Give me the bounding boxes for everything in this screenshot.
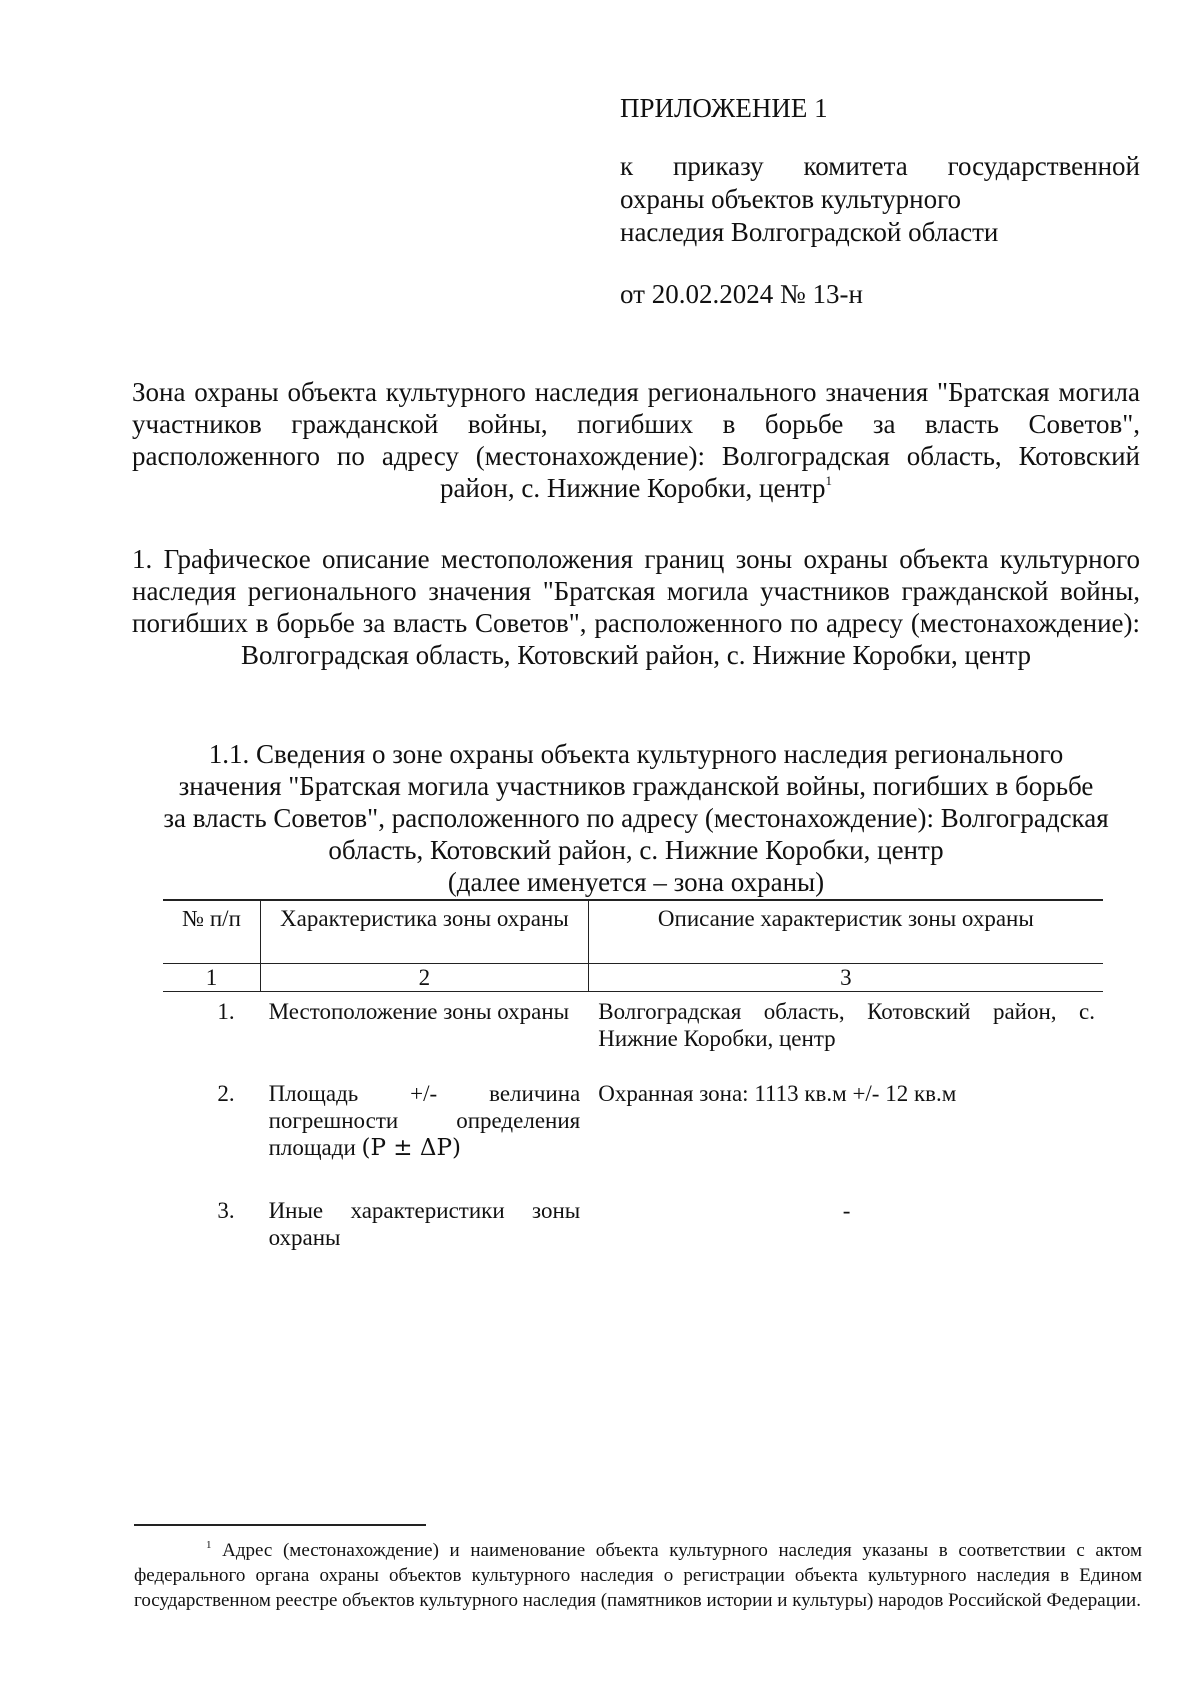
row-characteristic: Иные характеристики зоны охраны (268, 1198, 581, 1250)
table-row (163, 1074, 1103, 1191)
section-1-1-line: за власть Советов", расположенного по адресу (местонахождение): Волгоградская (163, 803, 1109, 833)
row-description: Волгоградская область, Котовский район, с. Нижние Коробки, центр (598, 999, 1095, 1051)
section-1-1-line: (далее именуется – зона охраны) (447, 867, 825, 897)
document-title (132, 376, 1140, 504)
footnote (134, 1538, 1142, 1613)
section-1-1-heading (132, 738, 1140, 898)
appendix-reference (620, 150, 1140, 249)
header-number: № п/п (163, 900, 261, 964)
row-characteristic-text: Площадь +/- величина погрешности определения площади (268, 1081, 581, 1160)
row-number: 3. (217, 1198, 235, 1223)
section-1-1-line: область, Котовский район, с. Нижние Коробки, центр (328, 835, 944, 865)
footnote-mark: 1 (206, 1539, 212, 1551)
table-header-row (163, 900, 1103, 964)
footnote-text: Адрес (местонахождение) и наименование объекта культурного наследия указаны в соответствии с актом федерального органа охраны объектов культурного наследия о регистрации объекта культурного наследия в Едином государственном реестре объектов культурного наследия (памятников истории и культуры) народов Российской Федерации. (134, 1540, 1142, 1611)
area-formula: (P ± ΔP) (361, 1135, 461, 1161)
row-description: Охранная зона: 1113 кв.м +/- 12 кв.м (598, 1081, 957, 1106)
footnote-separator (134, 1524, 426, 1526)
zone-characteristics-table (163, 899, 1103, 1277)
row-number: 1. (217, 999, 235, 1024)
section-1-1-line: значения "Братская могила участников гражданской войны, погибших в борьбе (178, 771, 1094, 801)
table-row (163, 1191, 1103, 1277)
order-date: от 20.02.2024 № 13-н (620, 279, 863, 309)
appendix-reference-line: охраны объектов культурного (620, 184, 961, 214)
table-row (163, 992, 1103, 1075)
column-number: 3 (588, 964, 1103, 992)
column-number: 1 (163, 964, 261, 992)
row-characteristic (261, 1074, 589, 1191)
appendix-reference-line: к приказу комитета государственной (620, 151, 1140, 181)
appendix-title: ПРИЛОЖЕНИЕ 1 (620, 93, 828, 123)
row-number: 2. (217, 1081, 235, 1106)
section-1-heading: 1. Графическое описание местоположения границ зоны охраны объекта культурного наследия регионального значения "Братская могила участников гражданской войны, погибших в борьбе за власть Советов", расположенного по адресу (местонахождение): Волгоградская область, Котовский район, с. Нижние Коробки, центр (132, 544, 1140, 670)
footnote-reference: 1 (825, 473, 833, 488)
appendix-reference-line: наследия Волгоградской области (620, 217, 999, 247)
row-description: - (842, 1198, 851, 1223)
row-characteristic: Местоположение зоны охраны (268, 999, 570, 1024)
header-characteristic: Характеристика зоны охраны (261, 900, 589, 964)
document-title-text: Зона охраны объекта культурного наследия регионального значения "Братская могила участников гражданской войны, погибших в борьбе за власть Советов", расположенного по адресу (местонахождение): Волгоградская область, Котовский район, с. Нижние Коробки, центр (132, 377, 1140, 503)
header-description: Описание характеристик зоны охраны (588, 900, 1103, 964)
table-column-number-row (163, 964, 1103, 992)
column-number: 2 (261, 964, 589, 992)
section-1-1-line: 1.1. Сведения о зоне охраны объекта культурного наследия регионального (208, 739, 1064, 769)
